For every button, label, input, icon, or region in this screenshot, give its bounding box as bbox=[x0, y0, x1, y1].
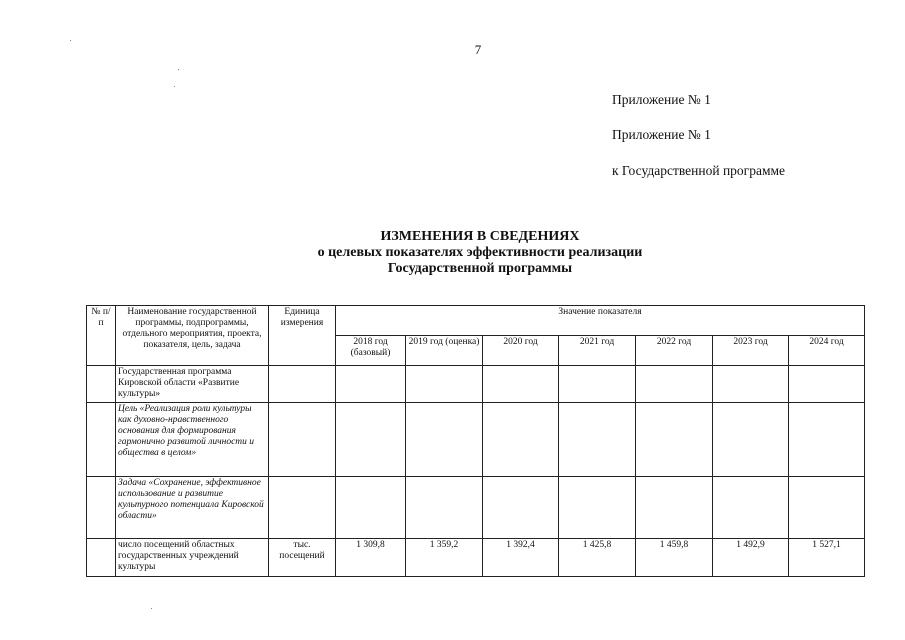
header-year-2023: 2023 год bbox=[713, 336, 789, 366]
scan-speck bbox=[174, 86, 175, 87]
header-year-2024: 2024 год bbox=[789, 336, 865, 366]
row-value bbox=[406, 477, 483, 539]
page-number: 7 bbox=[474, 42, 482, 57]
row-name: Государственная программа Кировской области «Развитие культуры» bbox=[116, 366, 269, 403]
table-row bbox=[87, 539, 865, 577]
row-name: Задача «Сохранение, эффективное использование и развитие культурного потенциала Кировской области» bbox=[116, 477, 269, 539]
row-value bbox=[636, 403, 713, 477]
row-name: Цель «Реализация роли культуры как духовно-нравственного основания для формирования гармонично развитой личности и общества в целом» bbox=[116, 403, 269, 477]
row-value bbox=[789, 366, 865, 403]
row-value bbox=[713, 477, 789, 539]
row-value: 1 425,8 bbox=[559, 539, 636, 577]
row-num bbox=[87, 477, 116, 539]
row-value bbox=[336, 477, 406, 539]
row-value: 1 527,1 bbox=[789, 539, 865, 577]
title-line-2: о целевых показателях эффективности реализации bbox=[317, 245, 643, 260]
row-value bbox=[636, 477, 713, 539]
document-title bbox=[200, 229, 760, 277]
row-unit bbox=[269, 403, 336, 477]
row-unit bbox=[269, 477, 336, 539]
row-value: 1 459,8 bbox=[636, 539, 713, 577]
header-value-group: Значение показателя bbox=[336, 306, 865, 336]
header-year-2020: 2020 год bbox=[483, 336, 559, 366]
scan-speck bbox=[178, 69, 179, 70]
row-value bbox=[713, 366, 789, 403]
row-value bbox=[483, 403, 559, 477]
table-row bbox=[87, 403, 865, 477]
row-value bbox=[406, 366, 483, 403]
scan-speck bbox=[70, 40, 71, 41]
row-value bbox=[713, 403, 789, 477]
header-year-2021: 2021 год bbox=[559, 336, 636, 366]
header-unit: Единица измерения bbox=[269, 306, 336, 366]
row-value bbox=[559, 477, 636, 539]
indicators-table bbox=[86, 305, 865, 577]
row-value bbox=[559, 366, 636, 403]
row-value: 1 359,2 bbox=[406, 539, 483, 577]
header-year-2022: 2022 год bbox=[636, 336, 713, 366]
row-value: 1 392,4 bbox=[483, 539, 559, 577]
title-line-1: ИЗМЕНЕНИЯ В СВЕДЕНИЯХ bbox=[380, 229, 580, 244]
row-value bbox=[336, 366, 406, 403]
header-num: № п/п bbox=[87, 306, 116, 366]
table-row bbox=[87, 366, 865, 403]
row-value: 1 492,9 bbox=[713, 539, 789, 577]
row-num bbox=[87, 539, 116, 577]
row-num bbox=[87, 366, 116, 403]
header-year-2019: 2019 год (оценка) bbox=[406, 336, 483, 366]
title-line-3: Государственной программы bbox=[387, 261, 573, 276]
row-unit bbox=[269, 366, 336, 403]
appendix-line-1: Приложение № 1 bbox=[612, 92, 711, 107]
row-value bbox=[406, 403, 483, 477]
appendix-line-2: Приложение № 1 bbox=[612, 127, 711, 142]
table-row bbox=[87, 477, 865, 539]
row-value bbox=[483, 477, 559, 539]
row-value bbox=[636, 366, 713, 403]
row-value bbox=[483, 366, 559, 403]
row-value: 1 309,8 bbox=[336, 539, 406, 577]
row-num bbox=[87, 403, 116, 477]
row-value bbox=[559, 403, 636, 477]
header-year-2018: 2018 год (базовый) bbox=[336, 336, 406, 366]
row-value bbox=[789, 403, 865, 477]
scan-speck bbox=[151, 608, 152, 609]
row-value bbox=[336, 403, 406, 477]
row-unit: тыс. посещений bbox=[269, 539, 336, 577]
row-value bbox=[789, 477, 865, 539]
appendix-line-3: к Государственной программе bbox=[612, 163, 786, 178]
row-name: число посещений областных государственных учреждений культуры bbox=[116, 539, 269, 577]
header-name: Наименование государственной программы, подпрограммы, отдельного мероприятия, проекта, показателя, цель, задача bbox=[116, 306, 269, 366]
